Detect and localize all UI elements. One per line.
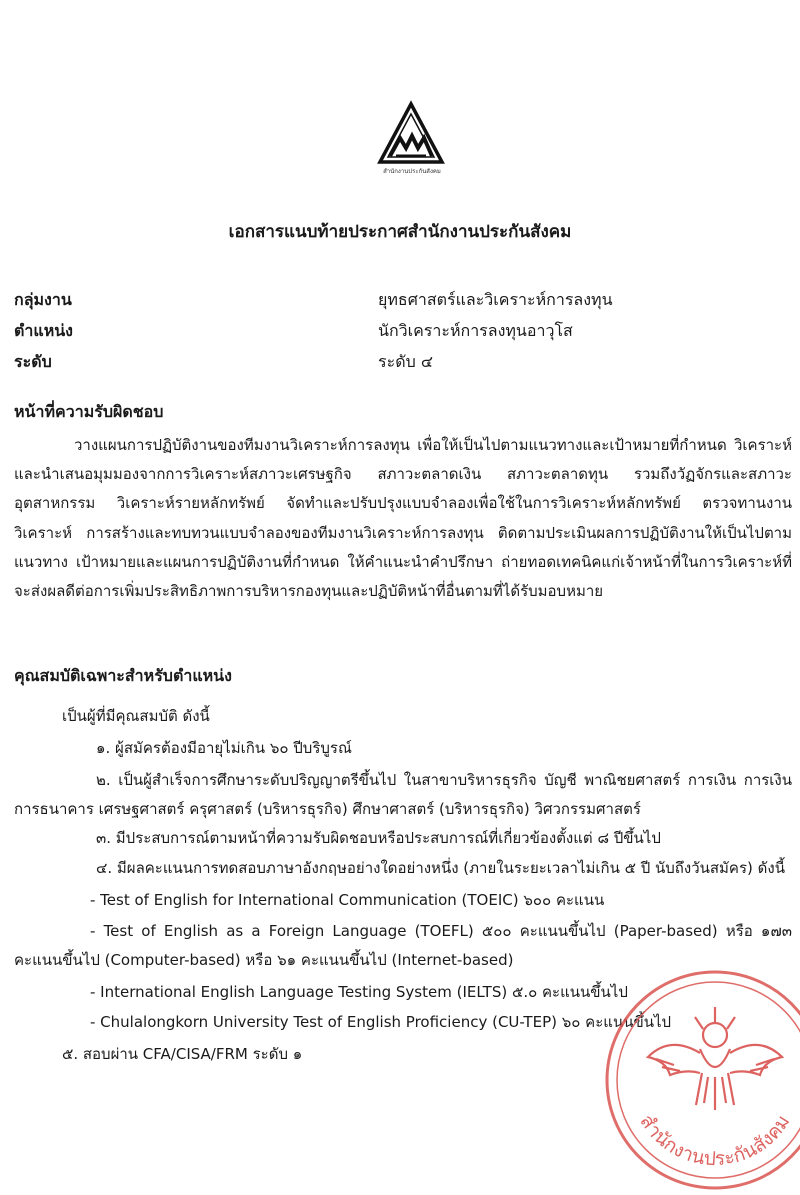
sso-logo — [376, 100, 446, 176]
english-test-toefl: - Test of English as a Foreign Language (TOEFL) ๕๐๐ คะแนนขึ้นไป (Paper-based) หรือ ๑๗๓ คะแนนขึ้นไป (Computer-based) หรือ ๖๑ คะแนนขึ้นไป (Internet-based) — [14, 922, 792, 969]
document-title: เอกสารแนบท้ายประกาศสำนักงานประกันสังคม — [228, 222, 572, 242]
level-value: ระดับ ๔ — [378, 352, 433, 371]
position-label: ตำแหน่ง — [14, 321, 73, 340]
position-value: นักวิเคราะห์การลงทุนอาวุโส — [378, 321, 573, 340]
english-test-cutep: - Chulalongkorn University Test of English Proficiency (CU-TEP) ๖๐ คะแนนขึ้นไป — [90, 1013, 672, 1031]
qualifications-heading: คุณสมบัติเฉพาะสำหรับตำแหน่ง — [14, 666, 232, 685]
english-test-ielts: - International English Language Testing System (IELTS) ๕.๐ คะแนนขึ้นไป — [90, 983, 628, 1001]
qualification-item-english: ๔. มีผลคะแนนการทดสอบภาษาอังกฤษอย่างใดอย่างหนึ่ง (ภายในระยะเวลาไม่เกิน ๕ ปี นับถึงวันสมัคร) ดังนี้ — [96, 859, 785, 877]
qualification-item-certification: ๕. สอบผ่าน CFA/CISA/FRM ระดับ ๑ — [62, 1045, 303, 1063]
responsibilities-heading: หน้าที่ความรับผิดชอบ — [14, 402, 164, 421]
qualification-item-experience: ๓. มีประสบการณ์ตามหน้าที่ความรับผิดชอบหรือประสบการณ์ที่เกี่ยวข้องตั้งแต่ ๘ ปีขึ้นไป — [96, 829, 661, 847]
group-value: ยุทธศาสตร์และวิเคราะห์การลงทุน — [378, 290, 613, 309]
qualification-item-age: ๑. ผู้สมัครต้องมีอายุไม่เกิน ๖๐ ปีบริบูรณ์ — [96, 739, 352, 757]
qualification-item-education: ๒. เป็นผู้สำเร็จการศึกษาระดับปริญญาตรีขึ้นไป ในสาขาบริหารธุรกิจ บัญชี พาณิชยศาสตร์ การเงิน การเงินการธนาคาร เศรษฐศาสตร์ ครุศาสตร์ (บริหารธุรกิจ) ศึกษาศาสตร์ (บริหารธุรกิจ) วิศวกรรมศาสตร์ — [14, 771, 792, 818]
level-label: ระดับ — [14, 352, 52, 371]
seal-text: สำนักงานประกันสังคม — [635, 1110, 795, 1171]
official-seal-stamp — [600, 965, 800, 1195]
english-test-toeic: - Test of English for International Communication (TOEIC) ๖๐๐ คะแนน — [90, 891, 605, 909]
logo-caption: สำนักงานประกันสังคม — [383, 168, 441, 175]
group-label: กลุ่มงาน — [14, 290, 72, 309]
responsibilities-text: วางแผนการปฏิบัติงานของทีมงานวิเคราะห์การลงทุน เพื่อให้เป็นไปตามแนวทางและเป้าหมายที่กำหนด วิเคราะห์และนำเสนอมุมมองจากการวิเคราะห์สภาวะเศรษฐกิจ สภาวะตลาดเงิน สภาวะตลาดทุน รวมถึงวัฏจักรและสภาวะอุตสาหกรรม วิเคราะห์รายหลักทรัพย์ จัดทำและปรับปรุงแบบจำลองเพื่อใช้ในการวิเคราะห์หลักทรัพย์ ตรวจทานงานวิเคราะห์ การสร้างและทบทวนแบบจำลองของทีมงานวิเคราะห์การลงทุน ติดตามประเมินผลการปฏิบัติงานให้เป็นไปตามแนวทาง เป้าหมายและแผนการปฏิบัติงานที่กำหนด ให้คำแนะนำคำปรึกษา ถ่ายทอดเทคนิคแก่เจ้าหน้าที่ในการวิเคราะห์ที่จะส่งผลดีต่อการเพิ่มประสิทธิภาพการบริหารกองทุนและปฏิบัติหน้าที่อื่นตามที่ได้รับมอบหมาย — [14, 436, 792, 601]
qualifications-intro: เป็นผู้ที่มีคุณสมบัติ ดังนี้ — [62, 707, 210, 725]
